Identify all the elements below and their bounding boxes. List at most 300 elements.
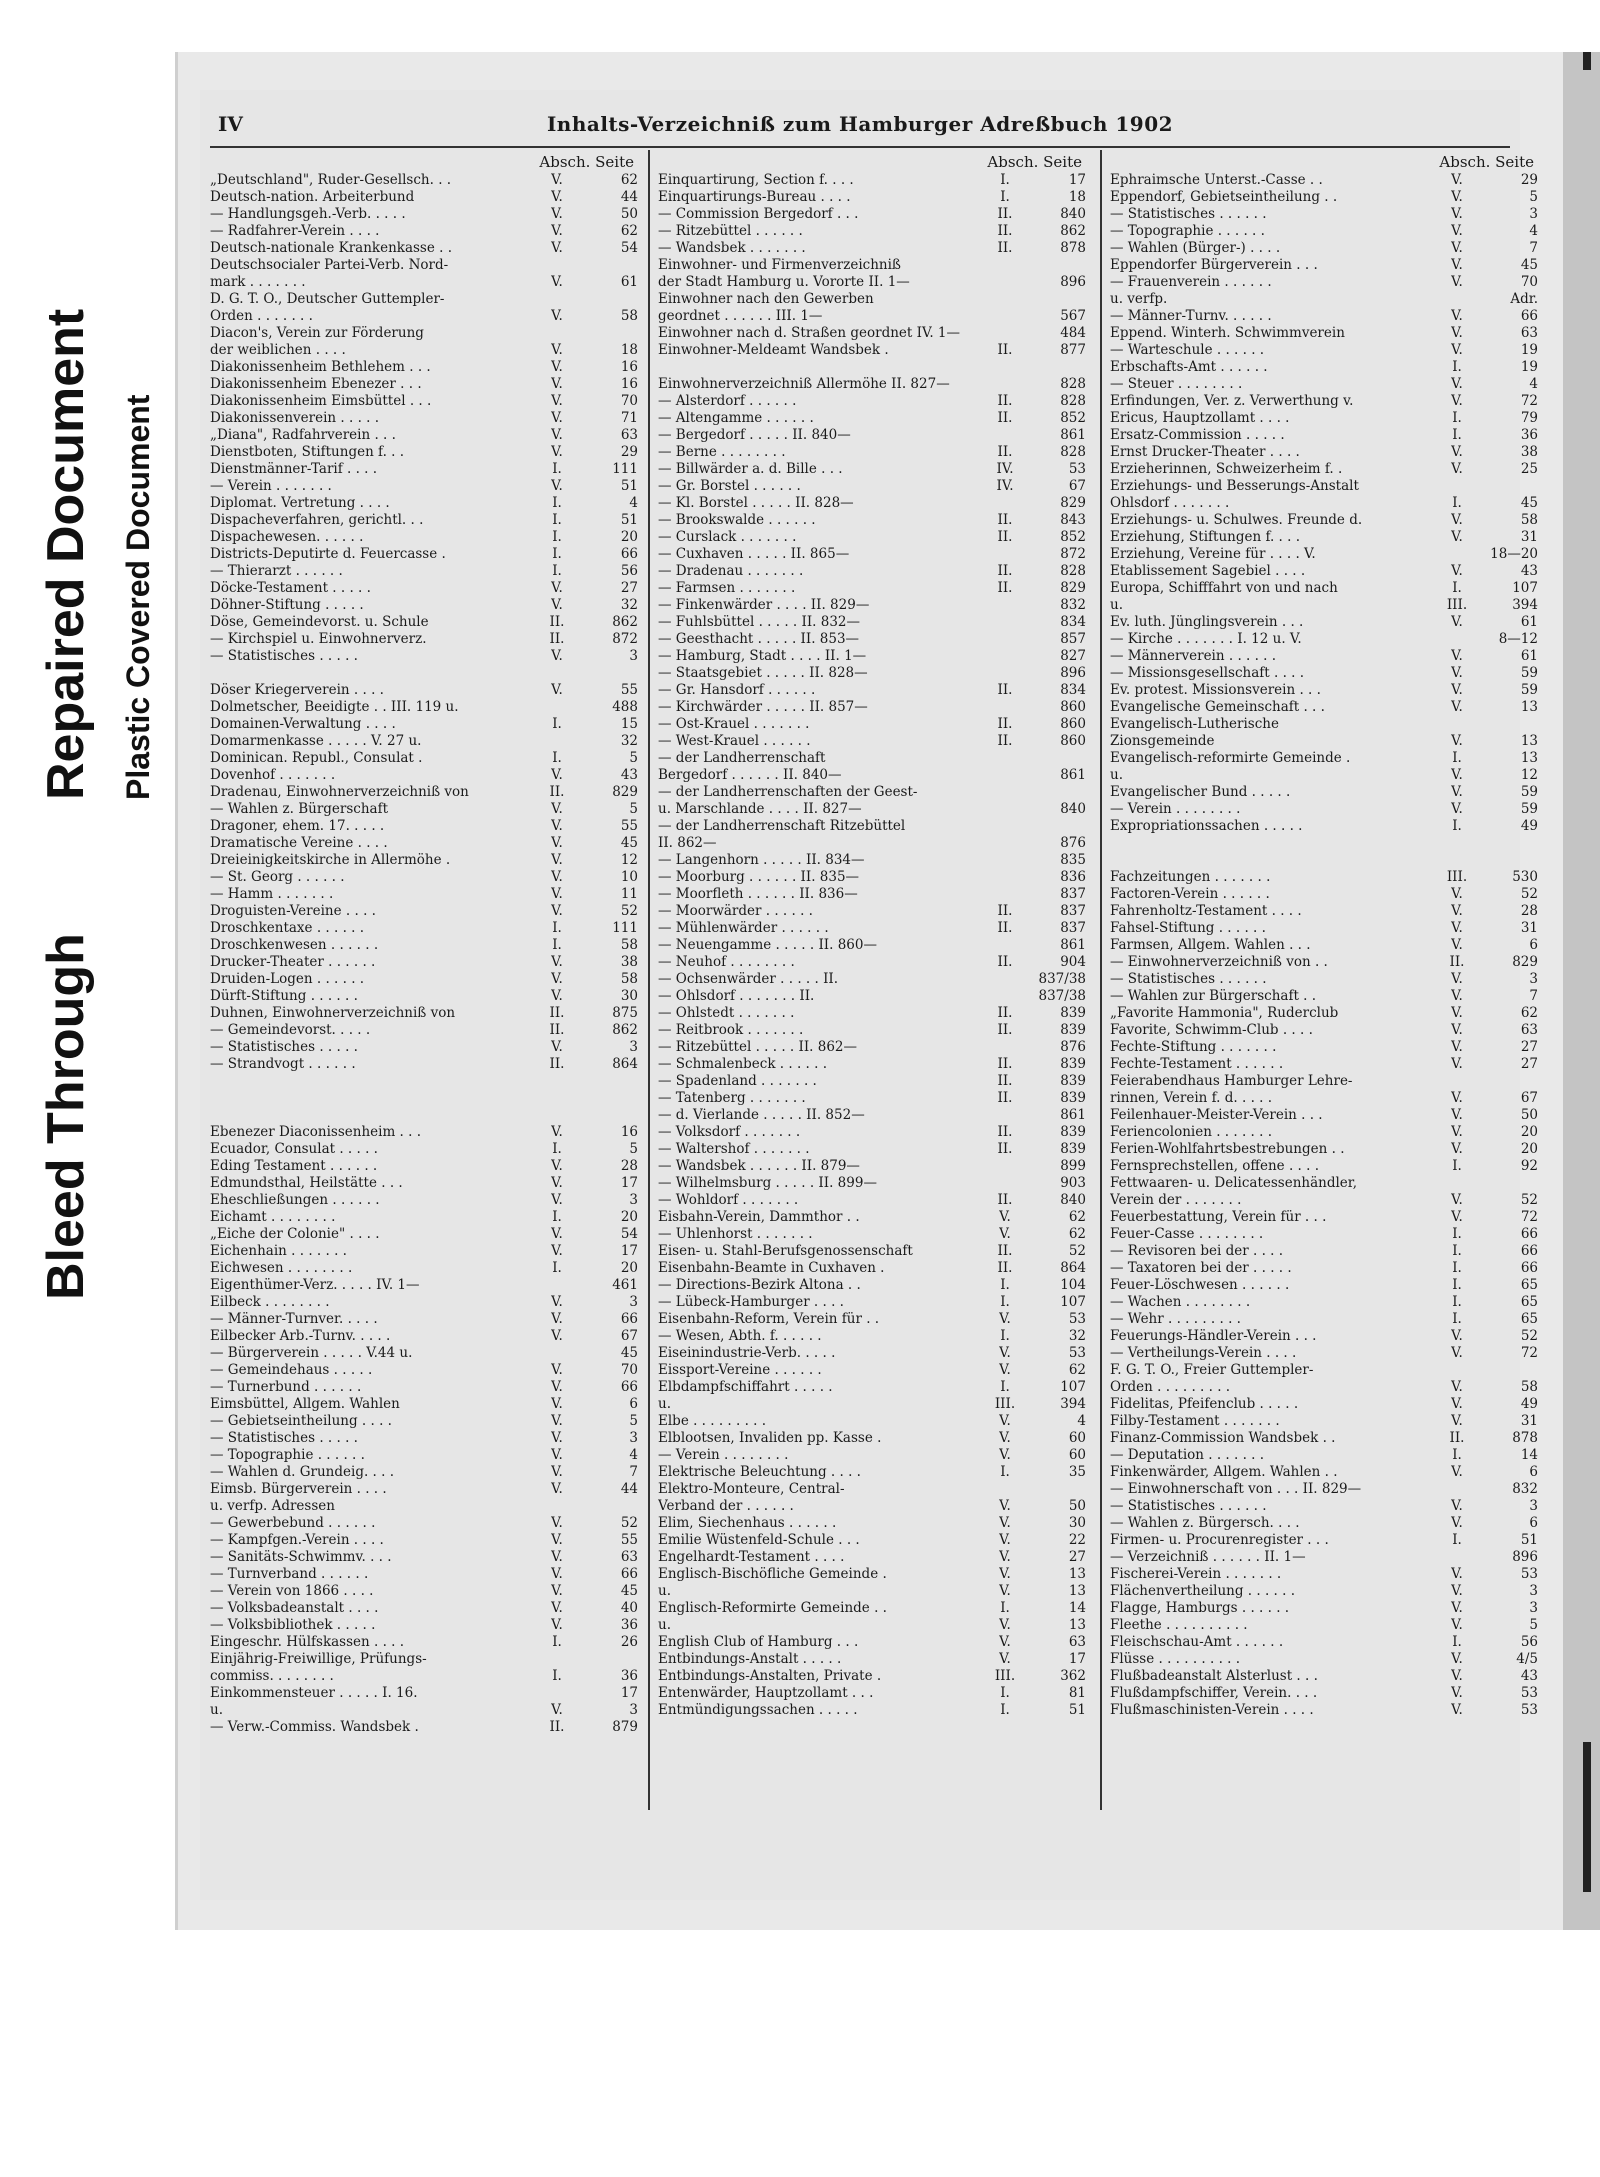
entry-page: 837	[1060, 903, 1086, 919]
index-entry	[658, 682, 1088, 699]
index-entry	[1110, 903, 1540, 920]
entry-page: 72	[1520, 1345, 1538, 1361]
entry-name: Evangelischer Bund . . . . .	[1110, 784, 1291, 800]
side-labels	[0, 0, 170, 2177]
index-entry	[658, 308, 1088, 325]
index-entry	[210, 1345, 640, 1362]
entry-section: I.	[552, 461, 562, 477]
entry-page: 50	[1068, 1498, 1086, 1514]
index-entry	[1110, 1260, 1540, 1277]
index-entry	[1110, 648, 1540, 665]
entry-name: — Lübeck-Hamburger . . . .	[658, 1294, 844, 1310]
entry-page: 461	[612, 1277, 638, 1293]
entry-name: — Volksbadeanstalt . . . .	[210, 1600, 379, 1616]
entry-section: V.	[999, 1226, 1011, 1242]
entry-name: Einwohner-Meldeamt Wandsbek .	[658, 342, 889, 358]
index-entry	[658, 1532, 1088, 1549]
entry-page: 52	[1520, 1328, 1538, 1344]
entry-name: Eisen- u. Stahl-Berufsgenossenschaft	[658, 1243, 913, 1259]
entry-section: II.	[997, 1243, 1013, 1259]
entry-name: — Verein . . . . . . . .	[1110, 801, 1241, 817]
index-entry	[210, 359, 640, 376]
entry-name: Fechte-Stiftung . . . . . . .	[1110, 1039, 1277, 1055]
entry-name: — Wilhelmsburg . . . . . II. 899—	[658, 1175, 877, 1191]
index-entry	[658, 478, 1088, 495]
entry-name: Eimsb. Bürgerverein . . . .	[210, 1481, 387, 1497]
entry-section: V.	[1451, 1192, 1463, 1208]
entry-section: II.	[549, 1005, 565, 1021]
entry-page: 829	[1060, 580, 1086, 596]
entry-page: 876	[1060, 835, 1086, 851]
entry-page: 834	[1060, 682, 1086, 698]
entry-section: V.	[551, 444, 563, 460]
entry-name: Dispachewesen. . . . . .	[210, 529, 364, 545]
entry-name: Englisch-Reformirte Gemeinde . .	[658, 1600, 887, 1616]
entry-section: I.	[1452, 1158, 1462, 1174]
entry-name: Diakonissenheim Eimsbüttel . . .	[210, 393, 432, 409]
entry-section: II.	[997, 512, 1013, 528]
entry-section: V.	[551, 1430, 563, 1446]
entry-section: V.	[1451, 461, 1463, 477]
entry-section: V.	[999, 1345, 1011, 1361]
entry-section: V.	[1451, 733, 1463, 749]
entry-page: 32	[1068, 1328, 1086, 1344]
entry-section: I.	[1000, 1464, 1010, 1480]
entry-page: 20	[620, 529, 638, 545]
entry-section: V.	[1451, 172, 1463, 188]
index-entry	[658, 1294, 1088, 1311]
entry-page: 837	[1060, 920, 1086, 936]
entry-page: 828	[1060, 376, 1086, 392]
entry-name: Dragoner, ehem. 17. . . . .	[210, 818, 385, 834]
entry-name: Finanz-Commission Wandsbek . .	[1110, 1430, 1336, 1446]
entry-page: 861	[1060, 937, 1086, 953]
entry-name: Entenwärder, Hauptzollamt . . .	[658, 1685, 874, 1701]
entry-name: Verein der . . . . . . .	[1110, 1192, 1242, 1208]
index-entry	[658, 444, 1088, 461]
entry-name: Orden . . . . . . . . .	[1110, 1379, 1231, 1395]
entry-name: geordnet . . . . . . III. 1—	[658, 308, 823, 324]
entry-page: 837	[1060, 886, 1086, 902]
entry-page: 54	[620, 1226, 638, 1242]
entry-page: 36	[620, 1617, 638, 1633]
entry-page: 878	[1060, 240, 1086, 256]
entry-page: 62	[1068, 1209, 1086, 1225]
entry-section: II.	[997, 716, 1013, 732]
index-entry	[1110, 393, 1540, 410]
entry-section: I.	[1000, 1702, 1010, 1718]
entry-page: 43	[1520, 1668, 1538, 1684]
index-entry	[210, 1039, 640, 1056]
entry-section: V.	[551, 410, 563, 426]
entry-page: 875	[612, 1005, 638, 1021]
entry-name: — Fuhlsbüttel . . . . . II. 832—	[658, 614, 861, 630]
index-entry	[658, 172, 1088, 189]
index-entry	[1110, 427, 1540, 444]
entry-name: u.	[1110, 767, 1123, 783]
entry-page: 839	[1060, 1005, 1086, 1021]
entry-name: D. G. T. O., Deutscher Guttempler-	[210, 291, 445, 307]
index-entry	[1110, 461, 1540, 478]
index-entry	[658, 1362, 1088, 1379]
index-entry	[658, 597, 1088, 614]
entry-name: Europa, Schifffahrt von und nach	[1110, 580, 1338, 596]
entry-name: Flüsse . . . . . . . . . .	[1110, 1651, 1241, 1667]
index-entry	[1110, 376, 1540, 393]
entry-page: 65	[1520, 1311, 1538, 1327]
entry-name: — Wahlen z. Bürgersch. . . .	[1110, 1515, 1300, 1531]
entry-page: 17	[620, 1175, 638, 1191]
entry-section: V.	[551, 1311, 563, 1327]
index-entry	[658, 1243, 1088, 1260]
entry-page: 30	[620, 988, 638, 1004]
entry-name: — Topographie . . . . . .	[210, 1447, 365, 1463]
index-entry	[1110, 767, 1540, 784]
entry-section: I.	[1000, 189, 1010, 205]
entry-name: Eisenbahn-Beamte in Cuxhaven .	[658, 1260, 885, 1276]
page-title: Inhalts-Verzeichniß zum Hamburger Adreßbuch 1902	[546, 112, 1174, 136]
entry-page: 832	[1060, 597, 1086, 613]
entry-name: — Ritzebüttel . . . . . II. 862—	[658, 1039, 858, 1055]
entry-name: Eichenhain . . . . . . .	[210, 1243, 347, 1259]
entry-page: 55	[620, 818, 638, 834]
index-entry	[658, 1056, 1088, 1073]
entry-section: V.	[551, 359, 563, 375]
entry-page: 11	[620, 886, 638, 902]
entry-page: 62	[620, 223, 638, 239]
entry-page: 860	[1060, 716, 1086, 732]
entry-section: V.	[551, 1192, 563, 1208]
index-entry	[658, 1396, 1088, 1413]
entry-section: V.	[1451, 376, 1463, 392]
entry-page: 840	[1060, 801, 1086, 817]
entry-name: Eichwesen . . . . . . . .	[210, 1260, 353, 1276]
entry-name: Eppendorfer Bürgerverein . . .	[1110, 257, 1318, 273]
entry-name: F. G. T. O., Freier Guttempler-	[1110, 1362, 1314, 1378]
entry-section: V.	[999, 1651, 1011, 1667]
entry-section: I.	[552, 1209, 562, 1225]
entry-page: Adr.	[1510, 291, 1538, 307]
index-entry	[210, 240, 640, 257]
entry-name: II. 862—	[658, 835, 717, 851]
entry-name: Ersatz-Commission . . . . .	[1110, 427, 1285, 443]
index-entry	[210, 971, 640, 988]
entry-section: V.	[1451, 1005, 1463, 1021]
entry-section: V.	[551, 393, 563, 409]
entry-name: u.	[658, 1583, 671, 1599]
entry-name: Elbdampfschiffahrt . . . . .	[658, 1379, 833, 1395]
entry-name: — Commission Bergedorf . . .	[658, 206, 859, 222]
entry-name: Entbindungs-Anstalt . . . . .	[658, 1651, 842, 1667]
entry-page: 53	[1068, 461, 1086, 477]
index-entry	[658, 393, 1088, 410]
index-entry	[1110, 1464, 1540, 1481]
entry-name: Eppend. Winterh. Schwimmverein	[1110, 325, 1345, 341]
entry-page: 62	[1068, 1362, 1086, 1378]
index-entry	[1110, 257, 1540, 274]
entry-name: Elim, Siechenhaus . . . . . .	[658, 1515, 837, 1531]
entry-name: Eingeschr. Hülfskassen . . . .	[210, 1634, 405, 1650]
entry-name: Feuer-Casse . . . . . . . .	[1110, 1226, 1264, 1242]
index-entry	[1110, 1175, 1540, 1192]
index-entry	[1110, 1430, 1540, 1447]
entry-page: 59	[1520, 784, 1538, 800]
entry-page: 17	[620, 1685, 638, 1701]
entry-name: Fleethe . . . . . . . . . .	[1110, 1617, 1248, 1633]
entry-section: I.	[1452, 580, 1462, 596]
index-entry	[1110, 1379, 1540, 1396]
entry-section: II.	[997, 563, 1013, 579]
entry-section: V.	[551, 835, 563, 851]
index-entry	[658, 1226, 1088, 1243]
entry-section: V.	[551, 1226, 563, 1242]
entry-page: 45	[1520, 257, 1538, 273]
index-entry	[658, 1175, 1088, 1192]
entry-page: 104	[1060, 1277, 1086, 1293]
index-entry	[658, 1124, 1088, 1141]
entry-name: Diakonissenheim Bethlehem . . .	[210, 359, 431, 375]
entry-page: 55	[620, 1532, 638, 1548]
entry-section: I.	[552, 920, 562, 936]
entry-page: 861	[1060, 427, 1086, 443]
index-entry	[1110, 886, 1540, 903]
index-entry	[1110, 1039, 1540, 1056]
entry-page: 65	[1520, 1294, 1538, 1310]
index-entry	[658, 274, 1088, 291]
index-entry	[210, 1294, 640, 1311]
entry-name: u. verfp. Adressen	[210, 1498, 335, 1514]
entry-name: — Berne . . . . . . . .	[658, 444, 786, 460]
entry-page: 52	[1068, 1243, 1086, 1259]
entry-page: 362	[1060, 1668, 1086, 1684]
entry-page: 52	[620, 903, 638, 919]
index-entry	[658, 240, 1088, 257]
entry-name: Fleischschau-Amt . . . . . .	[1110, 1634, 1284, 1650]
index-entry	[658, 869, 1088, 886]
entry-page: 38	[620, 954, 638, 970]
entry-section: V.	[999, 1311, 1011, 1327]
index-entry	[658, 1685, 1088, 1702]
entry-section: V.	[1451, 614, 1463, 630]
entry-name: Fechte-Testament . . . . . .	[1110, 1056, 1284, 1072]
index-entry	[210, 1498, 640, 1515]
index-entry	[658, 580, 1088, 597]
entry-name: Einkommensteuer . . . . . I. 16.	[210, 1685, 418, 1701]
entry-page: 6	[1529, 1515, 1538, 1531]
entry-page: 4/5	[1516, 1651, 1538, 1667]
index-entry	[1110, 597, 1540, 614]
entry-name: Expropriationssachen . . . . .	[1110, 818, 1303, 834]
entry-page: 20	[1520, 1124, 1538, 1140]
index-entry	[210, 631, 640, 648]
index-entry	[1110, 529, 1540, 546]
entry-section: V.	[551, 376, 563, 392]
entry-page: 827	[1060, 648, 1086, 664]
index-entry	[658, 376, 1088, 393]
entry-section: I.	[1000, 1294, 1010, 1310]
entry-name: Erziehung, Vereine für . . . . V.	[1110, 546, 1316, 562]
entry-page: 896	[1060, 274, 1086, 290]
entry-page: 36	[1520, 427, 1538, 443]
index-entry	[1110, 580, 1540, 597]
entry-name: Zionsgemeinde	[1110, 733, 1215, 749]
entry-name: — Bergedorf . . . . . II. 840—	[658, 427, 851, 443]
entry-page: 66	[1520, 1260, 1538, 1276]
entry-page: 829	[612, 784, 638, 800]
entry-name: Eilbecker Arb.-Turnv. . . . .	[210, 1328, 391, 1344]
index-entry	[210, 478, 640, 495]
entry-name: Ericus, Hauptzollamt . . . .	[1110, 410, 1290, 426]
entry-page: 5	[1529, 189, 1538, 205]
index-entry	[210, 291, 640, 308]
index-entry	[1110, 1311, 1540, 1328]
entry-name: Ernst Drucker-Theater . . . .	[1110, 444, 1300, 460]
entry-name: — Uhlenhorst . . . . . . .	[658, 1226, 813, 1242]
entry-page: 3	[1529, 1583, 1538, 1599]
index-entry	[1110, 1362, 1540, 1379]
entry-section: V.	[551, 240, 563, 256]
entry-name: Eisenbahn-Reform, Verein für . .	[658, 1311, 880, 1327]
index-entry	[210, 512, 640, 529]
entry-page: 878	[1512, 1430, 1538, 1446]
entry-page: 36	[620, 1668, 638, 1684]
entry-name: — Radfahrer-Verein . . . .	[210, 223, 380, 239]
entry-section: V.	[551, 1039, 563, 1055]
index-entry	[210, 444, 640, 461]
entry-section: I.	[1452, 1243, 1462, 1259]
index-entry	[658, 1566, 1088, 1583]
column-header: Absch. Seite	[1439, 153, 1534, 171]
entry-name: Flußbadeanstalt Alsterlust . . .	[1110, 1668, 1318, 1684]
index-entry	[210, 1396, 640, 1413]
entry-page: 40	[620, 1600, 638, 1616]
index-entry	[210, 648, 640, 665]
entry-section: V.	[1451, 512, 1463, 528]
entry-page: 839	[1060, 1124, 1086, 1140]
index-entry	[210, 1175, 640, 1192]
index-entry	[658, 1107, 1088, 1124]
entry-page: 7	[629, 1464, 638, 1480]
entry-page: 111	[612, 920, 638, 936]
entry-page: 840	[1060, 1192, 1086, 1208]
entry-page: 58	[620, 937, 638, 953]
entry-page: 53	[1520, 1566, 1538, 1582]
entry-name: Fachzeitungen . . . . . . .	[1110, 869, 1271, 885]
entry-page: 7	[1529, 988, 1538, 1004]
entry-section: I.	[1452, 410, 1462, 426]
entry-section: V.	[551, 1413, 563, 1429]
entry-section: V.	[551, 1600, 563, 1616]
entry-name: Erfindungen, Ver. z. Verwerthung v.	[1110, 393, 1354, 409]
entry-page: 70	[620, 1362, 638, 1378]
index-entry	[210, 376, 640, 393]
index-entry	[210, 784, 640, 801]
entry-name: Feriencolonien . . . . . . .	[1110, 1124, 1272, 1140]
entry-section: V.	[551, 1481, 563, 1497]
entry-section: II.	[997, 1005, 1013, 1021]
index-entry	[210, 818, 640, 835]
index-entry	[658, 631, 1088, 648]
entry-name: — Geesthacht . . . . . II. 853—	[658, 631, 860, 647]
index-entry	[210, 461, 640, 478]
entry-section: V.	[1451, 1566, 1463, 1582]
entry-section: V.	[551, 954, 563, 970]
entry-section: II.	[997, 206, 1013, 222]
entry-section: I.	[552, 1668, 562, 1684]
entry-page: 904	[1060, 954, 1086, 970]
entry-page: 66	[1520, 1226, 1538, 1242]
index-entry	[658, 563, 1088, 580]
entry-name: — Finkenwärder . . . . II. 829—	[658, 597, 870, 613]
entry-section: V.	[551, 274, 563, 290]
entry-page: 66	[1520, 1243, 1538, 1259]
entry-section: V.	[551, 869, 563, 885]
entry-name: Flußdampfschiffer, Verein. . . .	[1110, 1685, 1318, 1701]
entry-name: Diakonissenverein . . . . .	[210, 410, 380, 426]
entry-name: — der Landherrenschaften der Geest-	[658, 784, 918, 800]
header-rule	[210, 146, 1510, 148]
entry-section: V.	[551, 1549, 563, 1565]
entry-page: 567	[1060, 308, 1086, 324]
column-header: Absch. Seite	[987, 153, 1082, 171]
entry-section: V.	[1451, 274, 1463, 290]
index-entry	[1110, 716, 1540, 733]
entry-page: 861	[1060, 1107, 1086, 1123]
index-entry	[658, 818, 1088, 835]
index-entry	[658, 427, 1088, 444]
entry-section: V.	[551, 478, 563, 494]
index-entry	[210, 172, 640, 189]
index-entry	[658, 359, 1088, 376]
entry-name: Verband der . . . . . .	[658, 1498, 794, 1514]
entry-name: u.	[1110, 597, 1123, 613]
index-entry	[210, 410, 640, 427]
entry-name: — Kampfgen.-Verein . . . .	[210, 1532, 384, 1548]
entry-page: 852	[1060, 410, 1086, 426]
entry-page: 4	[1077, 1413, 1086, 1429]
index-entry	[658, 325, 1088, 342]
index-entry	[1110, 1498, 1540, 1515]
entry-name: — Langenhorn . . . . . II. 834—	[658, 852, 865, 868]
entry-name: — Tatenberg . . . . . . .	[658, 1090, 806, 1106]
entry-section: V.	[999, 1413, 1011, 1429]
entry-section: II.	[997, 342, 1013, 358]
entry-name: Deutsch-nation. Arbeiterbund	[210, 189, 415, 205]
index-entry	[1110, 563, 1540, 580]
index-entry	[1110, 223, 1540, 240]
entry-name: English Club of Hamburg . . .	[658, 1634, 859, 1650]
entry-page: 25	[1520, 461, 1538, 477]
entry-name: — Wahlen z. Bürgerschaft	[210, 801, 389, 817]
entry-page: 70	[620, 393, 638, 409]
entry-page: 13	[1068, 1566, 1086, 1582]
entry-name: — Strandvogt . . . . . .	[210, 1056, 356, 1072]
entry-section: V.	[551, 1515, 563, 1531]
entry-name: — Altengamme . . . . . .	[658, 410, 814, 426]
index-entry	[658, 1022, 1088, 1039]
index-entry	[210, 1651, 640, 1668]
entry-page: 860	[1060, 699, 1086, 715]
entry-section: I.	[1000, 1277, 1010, 1293]
index-entry	[210, 716, 640, 733]
index-entry	[658, 1481, 1088, 1498]
entry-section: V.	[1451, 1617, 1463, 1633]
entry-page: 61	[1520, 614, 1538, 630]
entry-page: 862	[612, 1022, 638, 1038]
index-entry	[210, 869, 640, 886]
entry-section: V.	[551, 342, 563, 358]
entry-section: V.	[1451, 648, 1463, 664]
